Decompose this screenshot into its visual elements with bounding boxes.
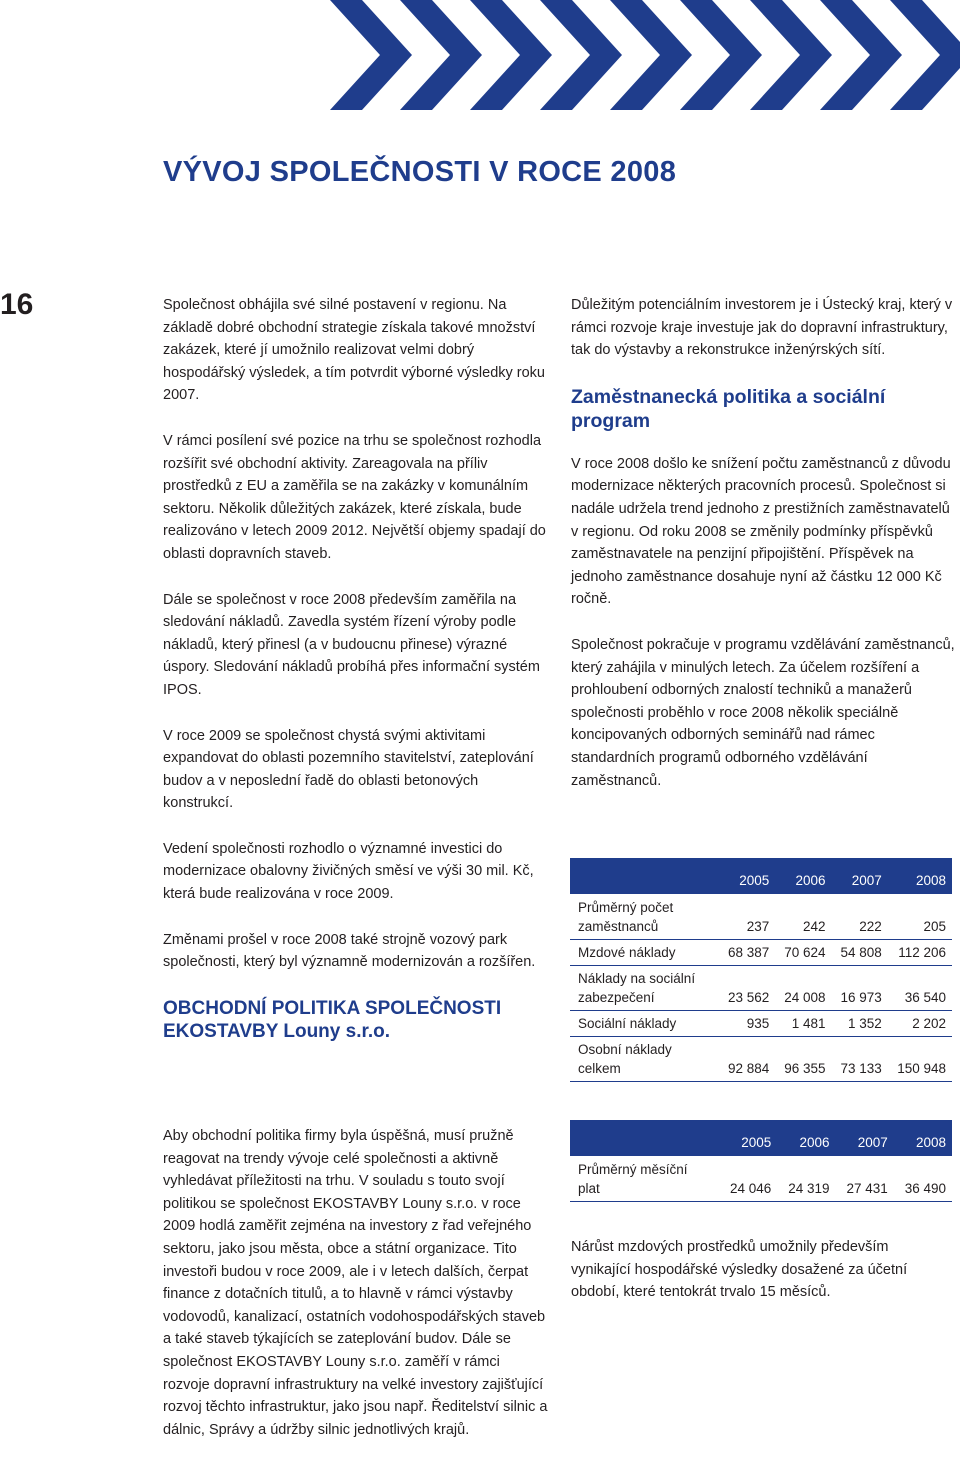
cell: 96 355 [775, 1037, 831, 1082]
paragraph: Společnost pokračuje v programu vzdělávání zaměstnanců, který zahájila v minulých letech. Za účelem rozšíření a prohloubení odborných znalostí techniků a manažerů společnosti proběhlo v roce 2008 několik speciálně koncipovaných odborných seminářů nad rámec standardních programů odborného vzdělávání zaměstnanců. [571, 636, 955, 789]
chevron-shape [470, 0, 552, 110]
chevron-shape [400, 0, 482, 110]
page-title: VÝVOJ SPOLEČNOSTI V ROCE 2008 [163, 156, 677, 188]
chevron-shape [540, 0, 622, 110]
chevron-shape [750, 0, 832, 110]
cell: 112 206 [888, 940, 952, 966]
table-row [570, 894, 952, 940]
cell: 237 [719, 894, 775, 940]
cell: 16 973 [832, 966, 888, 1011]
table-row [570, 1011, 952, 1037]
paragraph: V roce 2009 se společnost chystá svými aktivitami expandovat do oblasti pozemního stavitelství, zateplování budov a v neposlední řadě do oblasti betonových konstrukcí. [163, 727, 534, 812]
cell: 24 319 [777, 1156, 835, 1202]
cell: 150 948 [888, 1037, 952, 1082]
bottom-left-column [163, 1125, 548, 1464]
paragraph: Nárůst mzdových prostředků umožnily především vynikající hospodářské výsledky dosažené za účetní období, které tentokrát trvalo 15 měsíců. [571, 1239, 908, 1301]
chevron-shape [820, 0, 902, 110]
row-label: Sociální náklady [570, 1011, 719, 1037]
cell: 92 884 [719, 1037, 775, 1082]
row-label: Náklady na sociální zabezpečení [570, 966, 719, 1011]
year-header: 2005 [719, 858, 775, 894]
cell: 222 [832, 894, 888, 940]
paragraph: V rámci posílení své pozice na trhu se společnost rozhodla rozšířit své obchodní aktivity. Zareagovala na příliv prostředků z EU a zaměřila se na zakázky v komunálním sektoru. Několik důležitých zakázek, které získala, bude realizováno v letech 2009 2012. Největší objemy spadají do oblasti dopravních staveb. [163, 432, 546, 562]
cell: 24 008 [775, 966, 831, 1011]
cell: 2 202 [888, 1011, 952, 1037]
cell: 24 046 [719, 1156, 777, 1202]
year-header: 2008 [888, 858, 952, 894]
table-row [570, 940, 952, 966]
year-header: 2007 [836, 1120, 894, 1156]
year-header: 2005 [719, 1120, 777, 1156]
table-row [570, 1037, 952, 1082]
chevron-shape [330, 0, 412, 110]
cell: 205 [888, 894, 952, 940]
right-column [571, 294, 956, 815]
year-header: 2008 [894, 1120, 952, 1156]
year-header: 2007 [832, 858, 888, 894]
table-row [570, 966, 952, 1011]
page-number: 16 [0, 288, 34, 321]
paragraph: V roce 2008 došlo ke snížení počtu zaměstnanců z důvodu modernizace některých pracovních procesů. Společnost si nadále udržela trend jednoho z prestižních zaměstnavatelů v regionu. Od roku 2008 se změnily podmínky příspěvků zaměstnavatele na penzijní připojištění. Příspěvek na jednoho zaměstnance dosahuje nyní až částku 12 000 Kč ročně. [571, 455, 951, 608]
cell: 73 133 [832, 1037, 888, 1082]
row-label: Průměrný měsíční plat [570, 1156, 719, 1202]
section-heading-employee-policy: Zaměstnanecká politika a sociální program [571, 385, 886, 432]
year-header: 2006 [777, 1120, 835, 1156]
paragraph: Dále se společnost v roce 2008 především zaměřila na sledování nákladů. Zavedla systém řízení výroby podle nákladů, který přinesl (a v budoucnu přinese) výrazné úspory. Sledování nákladů probíhá přes informační systém IPOS. [163, 591, 540, 698]
cell: 1 481 [775, 1011, 831, 1037]
table-header-row [570, 858, 952, 894]
paragraph: Důležitým potenciálním investorem je i Ústecký kraj, který v rámci rozvoje kraje investuje jak do dopravní infrastruktury, tak do výstavby a rekonstrukce inženýrských sítí. [571, 297, 953, 359]
table-row [570, 1156, 952, 1202]
wage-table [570, 1120, 952, 1202]
cell: 36 540 [888, 966, 952, 1011]
paragraph: Změnami prošel v roce 2008 také strojně vozový park společnosti, který byl významně modernizován a rozšířen. [163, 931, 536, 971]
chevron-shape [680, 0, 762, 110]
cell: 27 431 [836, 1156, 894, 1202]
chevron-shape [610, 0, 692, 110]
cost-table [570, 858, 952, 1082]
cell: 70 624 [775, 940, 831, 966]
row-label: Průměrný počet zaměstnanců [570, 894, 719, 940]
cell: 23 562 [719, 966, 775, 1011]
row-label: Osobní náklady celkem [570, 1037, 719, 1082]
bottom-right-column [571, 1236, 931, 1327]
table-header-row [570, 1120, 952, 1156]
chevron-banner [0, 0, 960, 110]
table-header-blank [570, 1120, 719, 1156]
section-heading-business-policy: OBCHODNÍ POLITIKA SPOLEČNOSTI EKOSTAVBY Louny s.r.o. [163, 997, 502, 1042]
row-label: Mzdové náklady [570, 940, 719, 966]
cell: 36 490 [894, 1156, 952, 1202]
paragraph: Aby obchodní politika firmy byla úspěšná, musí pružně reagovat na trendy vývoje celé společnosti a aktivně vyhledávat příležitosti na trhu. V souladu s touto svojí politikou se společnost EKOSTAVBY Louny s.r.o. v roce 2009 hodlá zaměřit zejména na investory z řad veřejného sektoru, jako jsou města, obce a státní organizace. Tito investoři budou v roce 2009, ale i v letech dalších, čerpat finance z dotačních titulů, a to hlavně v rámci výstavby vodovodů, kanalizací, ostatních vodohospodářských staveb a také staveb týkajících se zateplování budov. Dále se společnost EKOSTAVBY Louny s.r.o. zaměří v rámci rozvoje dopravní infrastruktury na velké investory zajišťující rozvoj těchto infrastruktur, jako jsou např. Ředitelství silnic a dálnic, Správy a údržby silnic jednotlivých krajů. [163, 1128, 548, 1438]
year-header: 2006 [775, 858, 831, 894]
cell: 1 352 [832, 1011, 888, 1037]
table-header-blank [570, 858, 719, 894]
cell: 242 [775, 894, 831, 940]
paragraph: Vedení společnosti rozhodlo o významné investici do modernizace obalovny živičných směsí ve výši 30 mil. Kč, která bude realizována v roce 2009. [163, 840, 534, 903]
cell: 935 [719, 1011, 775, 1037]
cell: 54 808 [832, 940, 888, 966]
paragraph: Společnost obhájila své silné postavení v regionu. Na základě dobré obchodní strategie získala takové množství zakázek, které jí umožnilo realizovat velmi dobrý hospodářský výsledek, a tím potvrdit výborné výsledky roku 2007. [163, 297, 545, 404]
cell: 68 387 [719, 940, 775, 966]
left-column [163, 294, 548, 1063]
